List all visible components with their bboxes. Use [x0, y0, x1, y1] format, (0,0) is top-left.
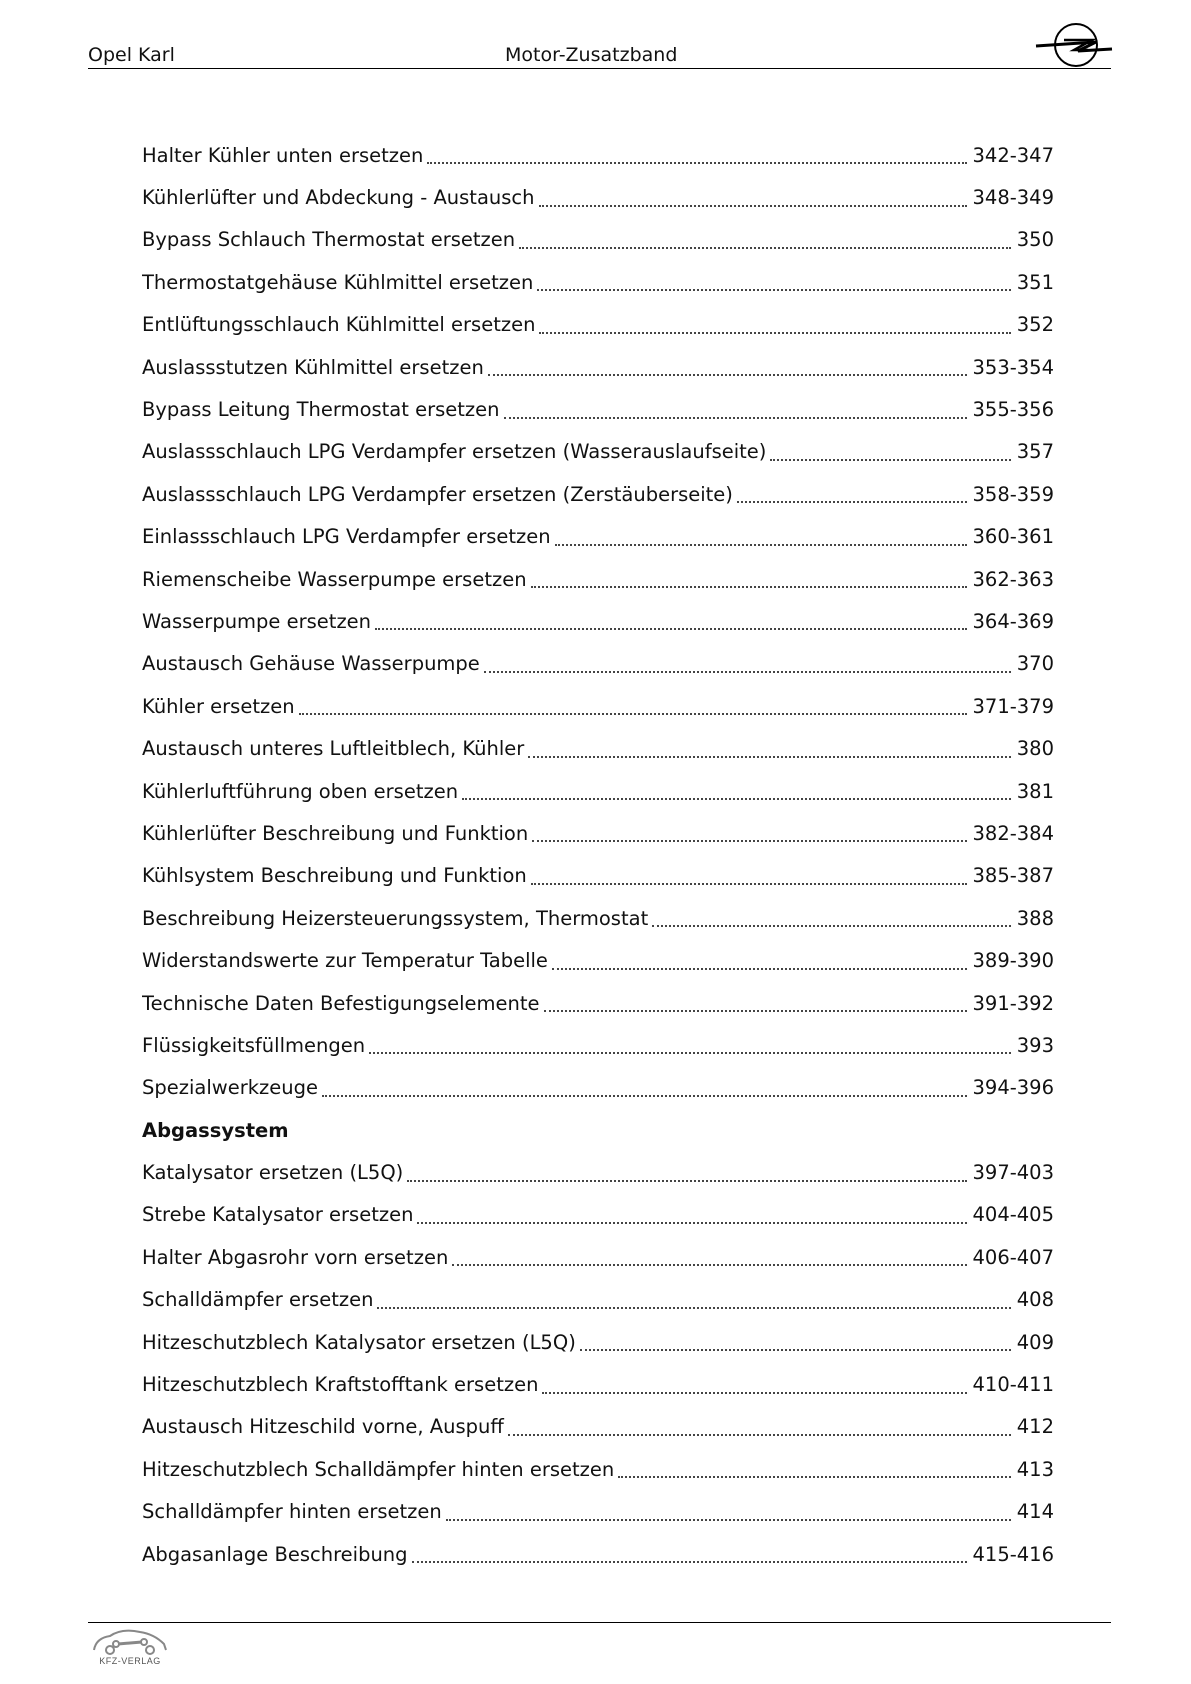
toc-leader-dots [452, 1254, 966, 1266]
toc-leader-dots [322, 1085, 967, 1097]
footer-brand-text: KFZ-VERLAG [99, 1656, 161, 1666]
toc-entry-pages: 404-405 [967, 1203, 1054, 1226]
toc-entry-title: Widerstandswerte zur Temperatur Tabelle [142, 949, 552, 972]
toc-entry [142, 431, 1054, 473]
toc-entry-title: Flüssigkeitsfüllmengen [142, 1034, 369, 1057]
toc-entry-pages: 362-363 [967, 568, 1054, 591]
toc-leader-dots [462, 788, 1011, 800]
toc-entry-pages: 350 [1011, 228, 1054, 251]
toc-leader-dots [652, 915, 1011, 927]
toc-leader-dots [539, 322, 1010, 334]
toc-entry [142, 1448, 1054, 1490]
toc-entry-pages: 388 [1011, 907, 1054, 930]
toc-entry-pages: 348-349 [967, 186, 1054, 209]
toc-entry-title: Hitzeschutzblech Kraftstofftank ersetzen [142, 1373, 542, 1396]
toc-section-heading: Abgassystem [142, 1118, 289, 1142]
car-wrench-logo-icon [88, 1626, 172, 1658]
toc-entry [142, 812, 1054, 854]
toc-leader-dots [488, 364, 967, 376]
toc-leader-dots [580, 1339, 1011, 1351]
toc-leader-dots [519, 237, 1011, 249]
footer-rule [88, 1622, 1111, 1623]
toc-entry-title: Schalldämpfer hinten ersetzen [142, 1500, 446, 1523]
toc-leader-dots [417, 1212, 966, 1224]
toc-entry-title: Kühlerluftführung oben ersetzen [142, 780, 462, 803]
toc-entry-title: Entlüftungsschlauch Kühlmittel ersetzen [142, 313, 539, 336]
toc-leader-dots [531, 576, 967, 588]
toc-leader-dots [539, 195, 967, 207]
toc-entry [142, 516, 1054, 558]
toc-entry-pages: 380 [1011, 737, 1054, 760]
toc-entry-title: Kühlerlüfter Beschreibung und Funktion [142, 822, 532, 845]
toc-entry-pages: 342-347 [967, 144, 1054, 167]
toc-entry [142, 388, 1054, 430]
toc-entry [142, 134, 1054, 176]
toc-entry [142, 1024, 1054, 1066]
toc-entry-pages: 409 [1011, 1331, 1054, 1354]
toc-leader-dots [532, 830, 966, 842]
toc-leader-dots [508, 1424, 1011, 1436]
toc-entry-title: Schalldämpfer ersetzen [142, 1288, 377, 1311]
toc-entry-title: Technische Daten Befestigungselemente [142, 992, 544, 1015]
toc-leader-dots [555, 534, 967, 546]
toc-leader-dots [528, 746, 1010, 758]
toc-entry-pages: 352 [1011, 313, 1054, 336]
toc-entry-title: Austausch Hitzeschild vorne, Auspuff [142, 1415, 508, 1438]
toc-entry [142, 1321, 1054, 1363]
kfz-verlag-logo [88, 1626, 172, 1678]
toc-entry-pages: 351 [1011, 271, 1054, 294]
toc-entry-pages: 370 [1011, 652, 1054, 675]
toc-entry-title: Austausch unteres Luftleitblech, Kühler [142, 737, 528, 760]
toc-entry-pages: 415-416 [967, 1543, 1054, 1566]
toc-leader-dots [412, 1551, 967, 1563]
toc-entry-pages: 381 [1011, 780, 1054, 803]
toc-entry [142, 643, 1054, 685]
toc-leader-dots [552, 958, 967, 970]
toc-leader-dots [407, 1170, 966, 1182]
toc-entry [142, 1363, 1054, 1405]
toc-entry-pages: 406-407 [967, 1246, 1054, 1269]
toc-entry [142, 1491, 1054, 1533]
toc-entry [142, 1406, 1054, 1448]
toc-entry-title: Halter Kühler unten ersetzen [142, 144, 427, 167]
toc-entry [142, 685, 1054, 727]
toc-entry-pages: 364-369 [967, 610, 1054, 633]
toc-entry [142, 600, 1054, 642]
header-center-title: Motor-Zusatzband [505, 44, 678, 66]
toc-entry-title: Spezialwerkzeuge [142, 1076, 322, 1099]
toc-entry [142, 176, 1054, 218]
toc-leader-dots [484, 661, 1011, 673]
toc-leader-dots [737, 491, 967, 503]
toc-leader-dots [542, 1382, 966, 1394]
opel-blitz-logo-icon [1034, 20, 1114, 72]
toc-entry [142, 1236, 1054, 1278]
toc-entry-title: Bypass Schlauch Thermostat ersetzen [142, 228, 519, 251]
toc-entry-title: Hitzeschutzblech Katalysator ersetzen (L5Q) [142, 1331, 580, 1354]
toc-entry-pages: 412 [1011, 1415, 1054, 1438]
toc-entry-pages: 414 [1011, 1500, 1054, 1523]
toc-entry [142, 1279, 1054, 1321]
toc-entry-pages: 413 [1011, 1458, 1054, 1481]
toc-leader-dots [369, 1042, 1011, 1054]
toc-entry-pages: 355-356 [967, 398, 1054, 421]
toc-entry-title: Hitzeschutzblech Schalldämpfer hinten ersetzen [142, 1458, 618, 1481]
toc-entry [142, 1067, 1054, 1109]
toc-entry-title: Kühlsystem Beschreibung und Funktion [142, 864, 531, 887]
toc-entry-pages: 385-387 [967, 864, 1054, 887]
toc-entry [142, 770, 1054, 812]
toc-entry-pages: 358-359 [967, 483, 1054, 506]
toc-entry [142, 219, 1054, 261]
toc-leader-dots [375, 618, 966, 630]
toc-entry-title: Auslassstutzen Kühlmittel ersetzen [142, 356, 488, 379]
toc-entry [142, 1151, 1054, 1193]
toc-leader-dots [299, 703, 967, 715]
toc-leader-dots [504, 407, 967, 419]
toc-entry-pages: 360-361 [967, 525, 1054, 548]
toc-leader-dots [446, 1509, 1011, 1521]
toc-entry-title: Halter Abgasrohr vorn ersetzen [142, 1246, 452, 1269]
toc-entry [142, 558, 1054, 600]
table-of-contents [142, 134, 1054, 1575]
toc-entry-title: Katalysator ersetzen (L5Q) [142, 1161, 407, 1184]
toc-entry-title: Kühlerlüfter und Abdeckung - Austausch [142, 186, 539, 209]
toc-entry [142, 473, 1054, 515]
toc-entry [142, 261, 1054, 303]
toc-entry-pages: 410-411 [967, 1373, 1054, 1396]
toc-leader-dots [427, 152, 966, 164]
toc-entry-title: Kühler ersetzen [142, 695, 299, 718]
toc-entry-pages: 389-390 [967, 949, 1054, 972]
toc-entry-pages: 353-354 [967, 356, 1054, 379]
toc-entry [142, 1194, 1054, 1236]
toc-leader-dots [618, 1466, 1010, 1478]
toc-entry-title: Austausch Gehäuse Wasserpumpe [142, 652, 484, 675]
header-left-title: Opel Karl [88, 44, 175, 66]
toc-entry-title: Auslassschlauch LPG Verdampfer ersetzen (Zerstäuberseite) [142, 483, 737, 506]
toc-entry-title: Thermostatgehäuse Kühlmittel ersetzen [142, 271, 537, 294]
toc-entry-pages: 357 [1011, 440, 1054, 463]
toc-entry-title: Beschreibung Heizersteuerungssystem, Thermostat [142, 907, 652, 930]
toc-entry-title: Auslassschlauch LPG Verdampfer ersetzen (Wasserauslaufseite) [142, 440, 770, 463]
toc-entry [142, 855, 1054, 897]
toc-entry [142, 304, 1054, 346]
toc-entry-pages: 393 [1011, 1034, 1054, 1057]
toc-entry-title: Einlassschlauch LPG Verdampfer ersetzen [142, 525, 555, 548]
toc-leader-dots [531, 873, 967, 885]
toc-entry [142, 1533, 1054, 1575]
toc-entry-title: Wasserpumpe ersetzen [142, 610, 375, 633]
toc-leader-dots [537, 279, 1010, 291]
toc-entry [142, 982, 1054, 1024]
toc-entry-pages: 397-403 [967, 1161, 1054, 1184]
toc-entry-pages: 394-396 [967, 1076, 1054, 1099]
toc-entry [142, 897, 1054, 939]
toc-leader-dots [770, 449, 1010, 461]
header-rule [88, 68, 1111, 69]
toc-leader-dots [544, 1000, 967, 1012]
toc-entry-pages: 382-384 [967, 822, 1054, 845]
toc-entry-pages: 371-379 [967, 695, 1054, 718]
toc-entry [142, 727, 1054, 769]
toc-entry-title: Riemenscheibe Wasserpumpe ersetzen [142, 568, 531, 591]
toc-entry-title: Strebe Katalysator ersetzen [142, 1203, 417, 1226]
toc-entry-pages: 408 [1011, 1288, 1054, 1311]
toc-entry [142, 939, 1054, 981]
toc-entry-pages: 391-392 [967, 992, 1054, 1015]
toc-leader-dots [377, 1297, 1010, 1309]
toc-entry-title: Abgasanlage Beschreibung [142, 1543, 412, 1566]
toc-entry-title: Bypass Leitung Thermostat ersetzen [142, 398, 504, 421]
toc-entry [142, 346, 1054, 388]
